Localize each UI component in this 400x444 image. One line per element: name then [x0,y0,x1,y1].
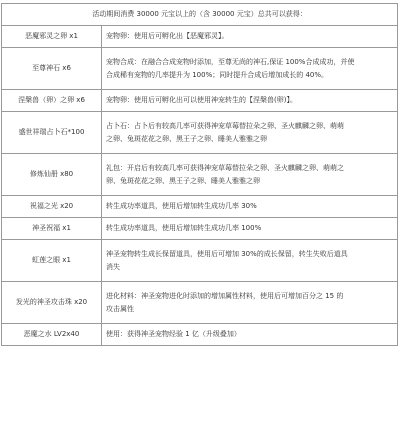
description-line: 之卵、兔斑花花之卵、黑王子之卵、睡美人雅雅之卵 [106,134,267,143]
reward-item-description [102,218,398,240]
description-line: 卵、兔斑花花之卵、黑王子之卵、睡美人雅雅之卵 [106,176,260,185]
reward-item-description [102,196,398,218]
table-row [2,324,398,346]
description-line: 消失 [106,262,120,271]
description-line: 占卜石：占卜后有较高几率可获得神宠草莓替拉朵之卵、圣火麒麟之卵、萌萌 [106,121,344,130]
reward-item-description [102,90,398,112]
description-line: 使用：获得神圣宠物经验 1 亿（升级叠加） [106,330,241,338]
reward-item-description [102,154,398,196]
reward-item-description [102,48,398,90]
table-row [2,90,398,112]
description-line: 转生成功率道具，使用后增加转生成功几率 30% [106,202,257,210]
description-line: 神圣宠物转生成长保留道具，使用后可增加 30%的成长保留，转生失败后道具 [106,249,348,258]
description-line: 礼包：开启后有较高几率可获得神宠草莓替拉朵之卵、圣火麒麟之卵、萌萌之 [106,163,344,172]
reward-item-name: 发光的神圣攻击珠 x20 [2,282,102,324]
table-row [2,282,398,324]
reward-item-name: 修炼仙册 x80 [2,154,102,196]
reward-item-description [102,324,398,346]
table-row [2,112,398,154]
reward-item-name: 恶魔之水 LV2x40 [2,324,102,346]
table-row [2,26,398,48]
table-row [2,48,398,90]
reward-item-description [102,240,398,282]
reward-item-description [102,282,398,324]
table-row [2,196,398,218]
reward-item-name: 恶魔邪灵之卵 x1 [2,26,102,48]
description-line: 宠物合成：在融合合成宠物时添加，至尊无尚的神石,保证 100%合成成功，并使 [106,57,355,66]
table-row [2,154,398,196]
description-line: 进化材料：神圣宠物进化时添加的增加属性材料，使用后可增加百分之 15 的 [106,291,344,300]
description-line: 攻击属性 [106,304,134,313]
description-line: 合成稀有宠物的几率提升为 100%；同时提升合成后增加成长的 40%。 [106,70,329,79]
description-line: 转生成功率道具，使用后增加转生成功几率 100% [106,224,262,232]
header-row [2,4,398,26]
reward-item-name: 涅槃兽（卵）之卵 x6 [2,90,102,112]
reward-table-body [2,4,398,346]
header-text: 活动期间消费 30000 元宝以上的（含 30000 元宝）总共可以获得： [2,4,398,26]
reward-item-name: 至尊神石 x6 [2,48,102,90]
table-row [2,240,398,282]
description-line: 宠物卵：使用后可孵化出【恶魔邪灵】。 [106,32,229,40]
table-row [2,218,398,240]
reward-table [1,3,398,346]
reward-item-name: 虹莲之眼 x1 [2,240,102,282]
reward-item-description [102,112,398,154]
reward-item-description [102,26,398,48]
reward-item-name: 盛世祥瑞占卜石*100 [2,112,102,154]
reward-item-name: 祝福之光 x20 [2,196,102,218]
description-line: 宠物卵：使用后可孵化出可以使用神宠转生的【涅槃兽(卵)】。 [106,96,297,104]
reward-item-name: 神圣祝福 x1 [2,218,102,240]
